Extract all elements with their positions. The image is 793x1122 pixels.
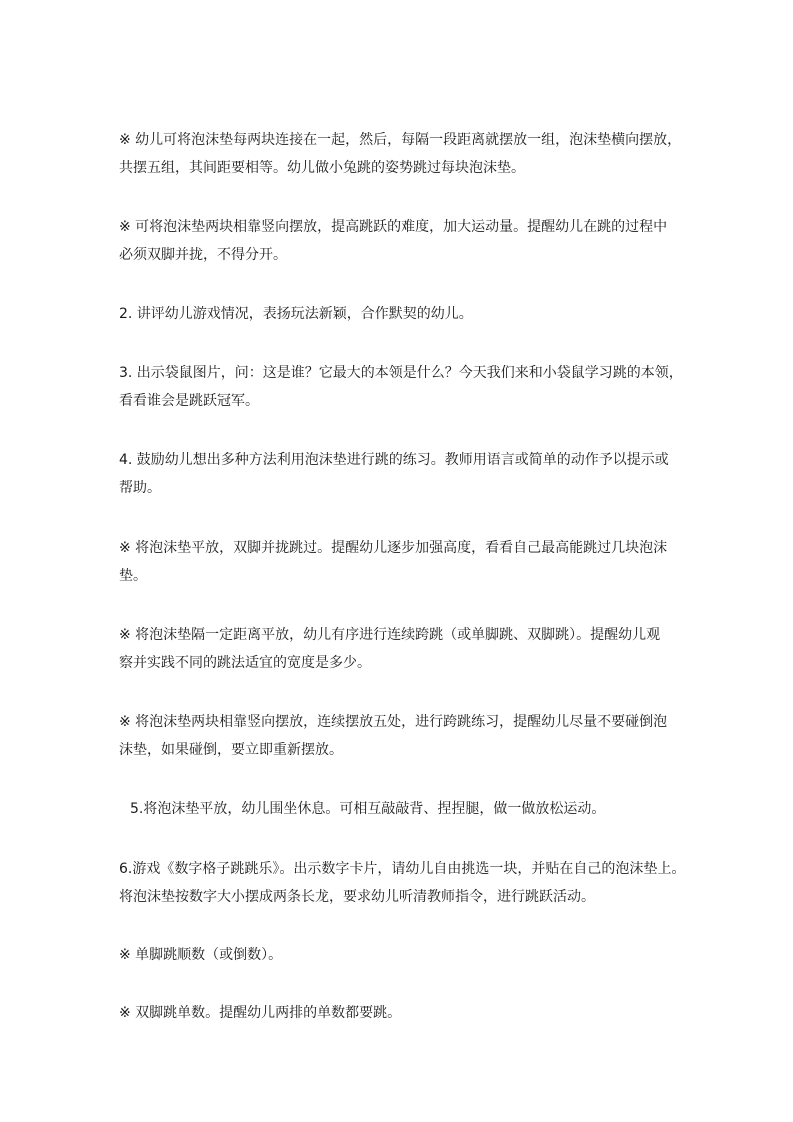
- text-line: 帮助。: [119, 480, 161, 496]
- paragraph-cross-jump: [119, 708, 679, 764]
- paragraph-step-6: [119, 855, 686, 911]
- paragraph-spaced-jump: [119, 621, 679, 677]
- text-line: 共摆五组，其间距要相等。幼儿做小兔跳的姿势跳过每块泡沫垫。: [119, 160, 525, 176]
- text-line: 6.游戏《数字格子跳跳乐》。出示数字卡片，请幼儿自由挑选一块，并贴在自己的泡沫垫上。: [119, 861, 686, 877]
- text-line: 沫垫，如果碰倒，要立即重新摆放。: [119, 742, 343, 758]
- paragraph-single-foot-count: [119, 941, 679, 969]
- text-line: ※ 将泡沫垫平放，双脚并拢跳过。提醒幼儿逐步加强高度，看看自己最高能跳过几块泡沫: [119, 540, 668, 556]
- text-line: ※ 将泡沫垫隔一定距离平放，幼儿有序进行连续跨跳（或单脚跳、双脚跳）。提醒幼儿观: [119, 627, 661, 643]
- text-line: 3. 出示袋鼠图片，问：这是谁？它最大的本领是什么？今天我们来和小袋鼠学习跳的本领，: [119, 365, 683, 381]
- paragraph-step-2: [119, 300, 679, 328]
- paragraph-step-3: [119, 359, 683, 415]
- text-line: ※ 将泡沫垫两块相靠竖向摆放，连续摆放五处，进行跨跳练习，提醒幼儿尽量不要碰倒泡: [119, 714, 668, 730]
- text-line: 5.将泡沫垫平放，幼儿围坐休息。可相互敲敲背、捏捏腿，做一做放松运动。: [130, 801, 606, 817]
- text-line: ※ 单脚跳顺数（或倒数）。: [119, 947, 283, 963]
- text-line: ※ 可将泡沫垫两块相靠竖向摆放，提高跳跃的难度，加大运动量。提醒幼儿在跳的过程中: [119, 219, 668, 235]
- paragraph-double-foot-odd: [119, 999, 679, 1027]
- paragraph-foam-mat-pairs: [119, 126, 682, 182]
- text-line: 看看谁会是跳跃冠军。: [119, 393, 259, 409]
- text-line: 必须双脚并拢，不得分开。: [119, 247, 287, 263]
- text-line: ※ 幼儿可将泡沫垫每两块连接在一起，然后，每隔一段距离就摆放一组，泡沫垫横向摆放，: [119, 132, 682, 148]
- text-line: 2. 讲评幼儿游戏情况，表扬玩法新颖，合作默契的幼儿。: [119, 306, 473, 322]
- text-line: 4. 鼓励幼儿想出多种方法利用泡沫垫进行跳的练习。教师用语言或简单的动作予以提示或: [119, 452, 669, 468]
- paragraph-step-4: [119, 446, 679, 502]
- text-line: 垫。: [119, 568, 147, 584]
- text-line: ※ 双脚跳单数。提醒幼儿两排的单数都要跳。: [119, 1005, 402, 1021]
- text-line: 察并实践不同的跳法适宜的宽度是多少。: [119, 655, 371, 671]
- paragraph-flat-jump: [119, 534, 679, 590]
- paragraph-step-5: [130, 795, 690, 823]
- paragraph-vertical-placement: [119, 213, 679, 269]
- text-line: 将泡沫垫按数字大小摆成两条长龙，要求幼儿听清教师指令，进行跳跃活动。: [119, 889, 595, 905]
